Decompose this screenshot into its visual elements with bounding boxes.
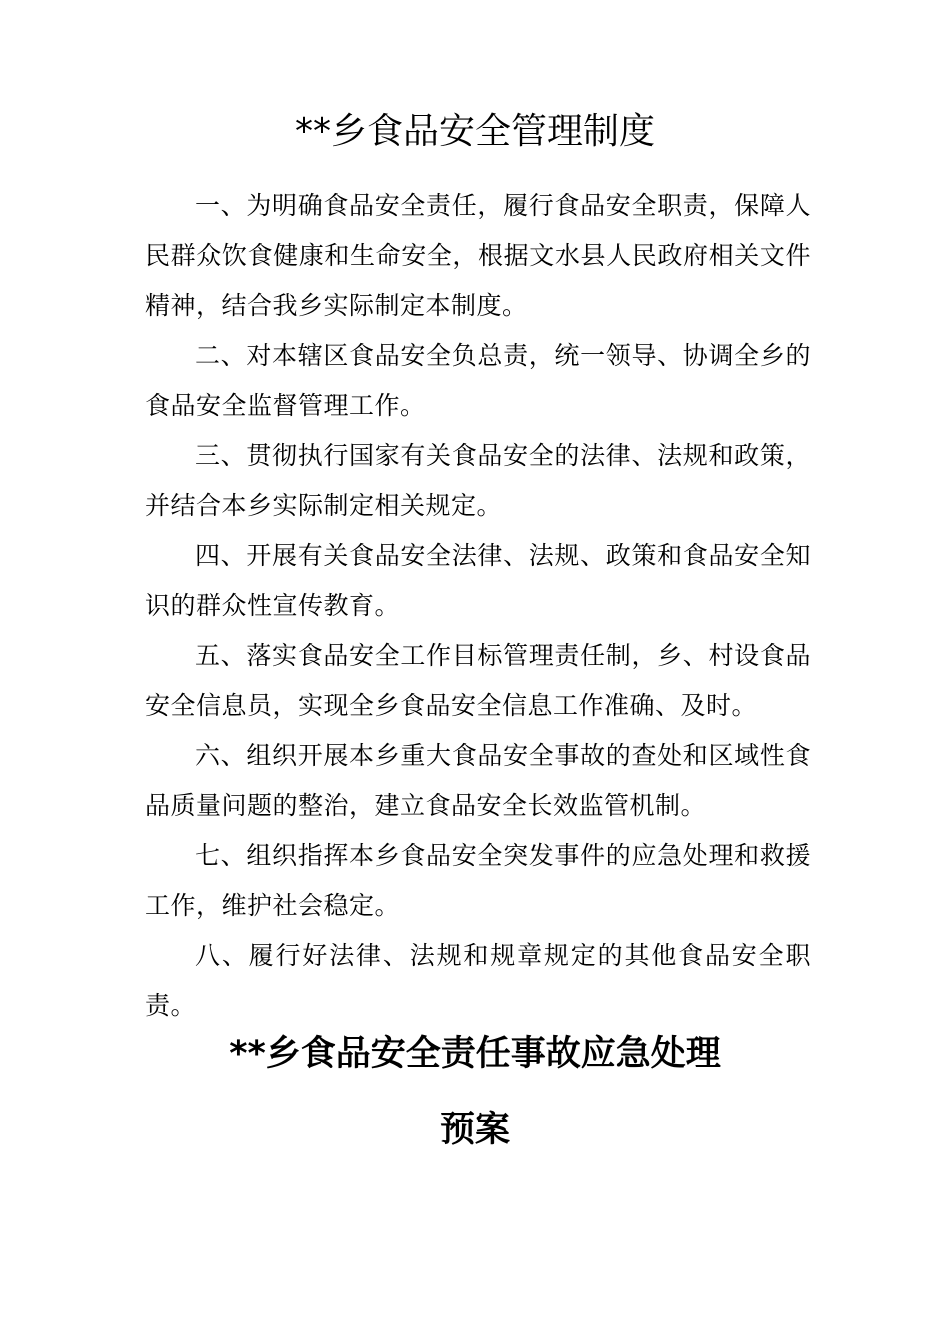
second-title-line-2: 预案 — [439, 1110, 510, 1150]
paragraph-6: 六、组织开展本乡重大食品安全事故的查处和区域性食品质量问题的整治，建立食品安全长效监管机制。 — [145, 741, 811, 820]
paragraph-4: 四、开展有关食品安全法律、法规、政策和食品安全知识的群众性宣传教育。 — [145, 541, 811, 620]
paragraph-7: 七、组织指挥本乡食品安全突发事件的应急处理和救援工作，维护社会稳定。 — [145, 841, 811, 920]
document-body — [145, 181, 811, 1031]
second-title-line-1: **乡食品安全责任事故应急处理 — [229, 1034, 721, 1074]
paragraph-8: 八、履行好法律、法规和规章规定的其他食品安全职责。 — [145, 941, 811, 1020]
document-title: **乡食品安全管理制度 — [294, 111, 655, 152]
paragraph-1: 一、为明确食品安全责任，履行食品安全职责，保障人民群众饮食健康和生命安全，根据文水县人民政府相关文件精神，结合我乡实际制定本制度。 — [145, 191, 811, 320]
paragraph-3: 三、贯彻执行国家有关食品安全的法律、法规和政策，并结合本乡实际制定相关规定。 — [145, 441, 811, 520]
paragraph-2: 二、对本辖区食品安全负总责，统一领导、协调全乡的食品安全监督管理工作。 — [145, 341, 811, 420]
paragraph-5: 五、落实食品安全工作目标管理责任制，乡、村设食品安全信息员，实现全乡食品安全信息工作准确、及时。 — [145, 641, 811, 720]
